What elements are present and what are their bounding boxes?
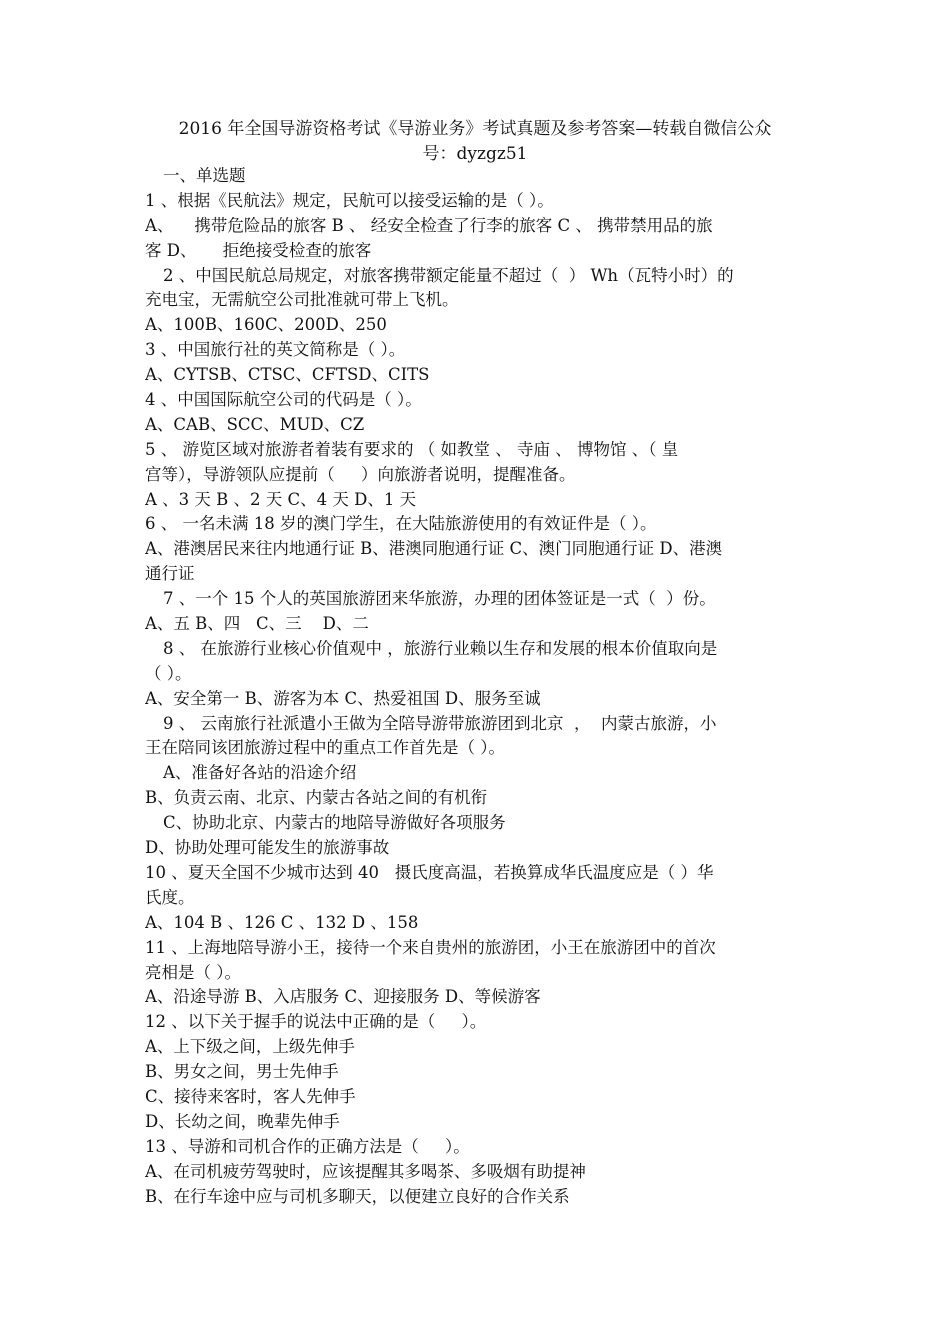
question-5: 5 、 游览区域对旅游者着装有要求的 （ 如教堂 、 寺庙 、 博物馆 、（ 皇 bbox=[145, 439, 679, 459]
question-7-options: A、五 B、四 C、三 D、二 bbox=[145, 614, 369, 634]
question-9-option-a: A、准备好各站的沿途介绍 bbox=[163, 763, 357, 783]
question-1-options: A、 携带危险品的旅客 B 、 经安全检查了行李的旅客 C 、 携带禁用品的旅 bbox=[145, 215, 713, 235]
question-3: 3 、中国旅行社的英文简称是（ ）。 bbox=[145, 340, 406, 360]
question-12-option-c: C、接待来客时，客人先伸手 bbox=[145, 1086, 356, 1106]
question-4: 4 、中国国际航空公司的代码是（ ）。 bbox=[145, 390, 422, 410]
question-9-option-c: C、协助北京、内蒙古的地陪导游做好各项服务 bbox=[163, 813, 506, 833]
question-11-options: A、沿途导游 B、入店服务 C、迎接服务 D、等候游客 bbox=[145, 987, 541, 1007]
question-6-options-cont: 通行证 bbox=[145, 564, 195, 584]
question-13-option-a: A、在司机疲劳驾驶时，应该提醒其多喝茶、多吸烟有助提神 bbox=[145, 1161, 586, 1181]
question-3-options: A、CYTSB、CTSC、CFTSD、CITS bbox=[145, 365, 430, 385]
question-12-option-b: B、男女之间，男士先伸手 bbox=[145, 1062, 339, 1082]
question-10-options: A、104 B 、126 C 、132 D 、158 bbox=[145, 912, 419, 932]
question-8-options: A、安全第一 B、游客为本 C、热爱祖国 D、服务至诚 bbox=[145, 688, 541, 708]
question-6: 6 、 一名未满 18 岁的澳门学生，在大陆旅游使用的有效证件是（ ）。 bbox=[145, 514, 657, 534]
section-heading: 一、单选题 bbox=[163, 166, 246, 185]
question-12-option-d: D、长幼之间，晚辈先伸手 bbox=[145, 1111, 340, 1131]
question-1: 1 、根据《民航法》规定，民航可以接受运输的是（ ）。 bbox=[145, 190, 554, 210]
question-11-cont: 亮相是（ ）。 bbox=[145, 962, 241, 982]
question-9-cont: 王在陪同该团旅游过程中的重点工作首先是（ ）。 bbox=[145, 738, 505, 758]
question-13-option-b: B、在行车途中应与司机多聊天，以便建立良好的合作关系 bbox=[145, 1186, 570, 1206]
document-title bbox=[130, 117, 820, 167]
question-6-options: A、港澳居民来往内地通行证 B、港澳同胞通行证 C、澳门同胞通行证 D、港澳 bbox=[145, 539, 723, 559]
question-10: 10 、夏天全国不少城市达到 40 摄氏度高温，若换算成华氏温度应是（ ）华 bbox=[145, 862, 714, 882]
title-line-2: 号：dyzgz51 bbox=[422, 144, 528, 164]
question-2-cont: 充电宝，无需航空公司批准就可带上飞机。 bbox=[145, 290, 459, 310]
question-11: 11 、上海地陪导游小王，接待一个来自贵州的旅游团，小王在旅游团中的首次 bbox=[145, 937, 716, 957]
question-10-cont: 氏度。 bbox=[145, 887, 195, 907]
question-9: 9 、 云南旅行社派遣小王做为全陪导游带旅游团到北京 ， 内蒙古旅游，小 bbox=[163, 713, 717, 733]
question-2-options: A、100B、160C、200D、250 bbox=[145, 315, 387, 335]
question-1-options-cont: 客 D、 拒绝接受检查的旅客 bbox=[145, 240, 372, 260]
question-4-options: A、CAB、SCC、MUD、CZ bbox=[145, 414, 365, 434]
question-13: 13 、导游和司机合作的正确方法是（ ）。 bbox=[145, 1136, 470, 1156]
question-5-cont: 宫等），导游领队应提前（ ）向旅游者说明，提醒准备。 bbox=[145, 464, 576, 484]
question-8-cont: （ ）。 bbox=[145, 663, 192, 683]
question-7: 7 、一个 15 个人的英国旅游团来华旅游，办理的团体签证是一式（ ）份。 bbox=[163, 589, 716, 609]
question-list bbox=[145, 164, 815, 1209]
question-12-option-a: A、上下级之间，上级先伸手 bbox=[145, 1037, 355, 1057]
question-9-option-d: D、协助处理可能发生的旅游事故 bbox=[145, 838, 390, 858]
question-5-options: A 、3 天 B 、2 天 C、4 天 D、1 天 bbox=[145, 489, 417, 509]
question-2: 2 、中国民航总局规定，对旅客携带额定能量不超过（ ） Wh（瓦特小时）的 bbox=[163, 265, 734, 285]
question-12: 12 、以下关于握手的说法中正确的是（ ）。 bbox=[145, 1012, 487, 1032]
question-9-option-b: B、负责云南、北京、内蒙古各站之间的有机衔 bbox=[145, 788, 488, 808]
question-8: 8 、 在旅游行业核心价值观中 ，旅游行业赖以生存和发展的根本价值取向是 bbox=[163, 638, 718, 658]
title-line-1: 2016 年全国导游资格考试《导游业务》考试真题及参考答案—转载自微信公众 bbox=[178, 119, 772, 139]
